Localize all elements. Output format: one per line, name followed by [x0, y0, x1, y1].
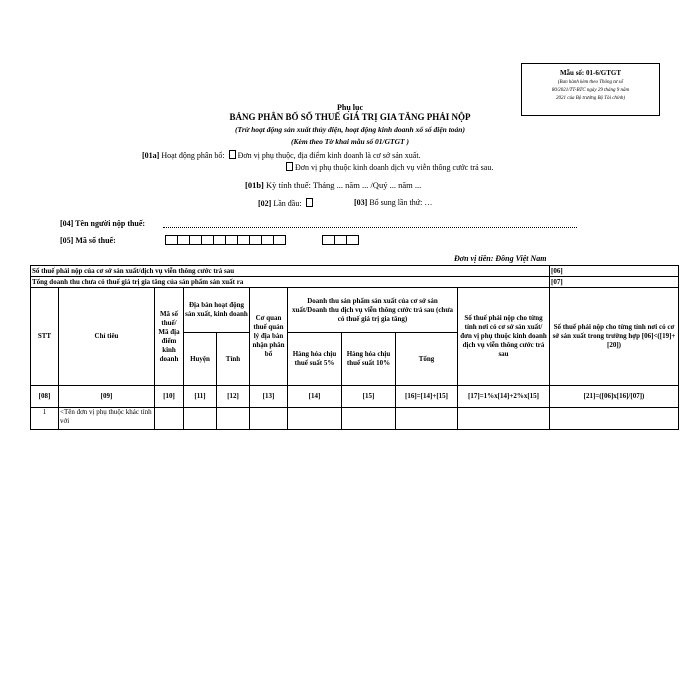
code-cell: [12] [217, 386, 250, 408]
tax-id-label: [05] Mã số thuế: [60, 236, 116, 245]
field-01a-code: [01a] [142, 151, 160, 160]
header-tax-id: Mã số thuế/ Mã địa điểm kinh doanh [155, 288, 184, 386]
code-cell: [13] [250, 386, 288, 408]
field-01a [142, 150, 421, 160]
taxpayer-name-input[interactable] [163, 218, 577, 228]
row-07 [31, 277, 679, 288]
code-cell: [17]=1%x[14]+2%x[15] [458, 386, 550, 408]
taxpayer-name-label: [04] Tên người nộp thuế: [60, 219, 146, 228]
header-total: Tổng [396, 333, 458, 386]
field-01a-label: Hoạt động phân bổ: [159, 151, 225, 160]
tax-period-text: Kỳ tính thuế: Tháng ... năm ... /Quý ... năm ... [263, 180, 422, 190]
row-06 [31, 266, 679, 277]
option-production: Đơn vị phụ thuộc, địa điểm kinh doanh là cơ sở sản xuất. [237, 151, 421, 160]
attachment-note: (Kèm theo Tờ khai mẫu số 01/GTGT ) [291, 137, 409, 146]
table-row [31, 408, 679, 430]
row-07-label: Tổng doanh thu chưa có thuế giá trị gia tăng của sản phẩm sản xuất ra [31, 277, 550, 288]
row-1-stt: 1 [31, 408, 59, 430]
option-telecom: Đơn vị phụ thuộc kinh doanh dịch vụ viễn thông cước trả sau. [295, 163, 494, 172]
appendix-label: Phụ lục [336, 103, 363, 112]
header-goods-10: Hàng hóa chịu thuế suất 10% [342, 333, 396, 386]
code-cell: [10] [155, 386, 184, 408]
form-note: (Ban hành kèm theo Thông tư số 80/2021/TT-BTC ngày 29 tháng 9 năm 2021 của Bộ trưởng Bộ Tài chính) [551, 80, 630, 101]
header-district: Huyện [184, 333, 217, 386]
checkbox-production[interactable] [229, 150, 236, 159]
field-03-code: [03] [354, 198, 368, 207]
page-subtitle: (Trừ hoạt động sản xuất thủy điện, hoạt động kinh doanh xổ số điện toán) [235, 125, 465, 134]
field-01b [245, 180, 421, 190]
field-04 [60, 219, 145, 228]
code-cell: [08] [31, 386, 59, 408]
allocation-table [30, 265, 679, 430]
header-tax-payable-2: Số thuế phải nộp cho từng tỉnh nơi có cơ sở sản xuất trong trường hợp [06]<([19]+[20]) [550, 288, 679, 386]
field-01a-option2 [284, 162, 493, 172]
row-06-code: [06] [550, 266, 679, 277]
header-goods-5: Hàng hóa chịu thuế suất 5% [288, 333, 342, 386]
header-province: Tỉnh [217, 333, 250, 386]
code-cell: [09] [59, 386, 155, 408]
field-03 [354, 198, 432, 207]
table-cell[interactable] [458, 408, 550, 430]
field-05 [60, 236, 116, 245]
page-title: BẢNG PHÂN BỔ SỐ THUẾ GIÁ TRỊ GIA TĂNG PHẢI NỘP [229, 112, 471, 122]
table-cell[interactable] [342, 408, 396, 430]
supplement-label: Bổ sung lần thứ: … [367, 198, 433, 207]
code-cell: [21]=([06]x[16]/[07]) [550, 386, 679, 408]
form-code: Mẫu số: 01-6/GTGT [559, 69, 622, 77]
table-cell[interactable] [550, 408, 679, 430]
header-tax-payable-1: Số thuế phải nộp cho từng tỉnh nơi có cơ sở sản xuất/đơn vị phụ thuộc kinh doanh dịch vụ viễn thông cước trả sau [458, 288, 550, 386]
header-tax-office: Cơ quan thuế quản lý địa bàn nhận phân bổ [250, 288, 288, 386]
header-row-1 [31, 288, 679, 333]
table-cell[interactable] [396, 408, 458, 430]
checkbox-telecom[interactable] [286, 162, 293, 171]
row-07-code: [07] [550, 277, 679, 288]
table-cell[interactable] [155, 408, 184, 430]
field-02-code: [02] [258, 199, 272, 208]
header-stt: STT [31, 288, 59, 386]
checkbox-first-time[interactable] [306, 198, 313, 207]
header-revenue: Doanh thu sản phẩm sản xuất của cơ sở sản xuất/Doanh thu dịch vụ viễn thông cước trả sau (chưa có thuế giá trị gia tăng) [288, 288, 458, 333]
table-cell[interactable] [288, 408, 342, 430]
table-cell[interactable] [184, 408, 217, 430]
code-cell: [16]=[14]+[15] [396, 386, 458, 408]
tax-id-boxes[interactable] [165, 235, 285, 245]
row-1-name[interactable]: <Tên đơn vị phụ thuộc khác tỉnh với [59, 408, 155, 430]
code-row [31, 386, 679, 408]
header-area: Địa bàn hoạt động sản xuất, kinh doanh [184, 288, 250, 333]
tax-id-suffix-boxes[interactable] [322, 235, 358, 245]
code-cell: [14] [288, 386, 342, 408]
first-time-label: Lần đầu: [271, 199, 302, 208]
currency-unit: Đơn vị tiền: Đồng Việt Nam [454, 254, 547, 263]
table-cell[interactable] [217, 408, 250, 430]
table-cell[interactable] [250, 408, 288, 430]
field-02 [258, 198, 315, 208]
row-06-label: Số thuế phải nộp của cơ sở sản xuất/dịch vụ viễn thông cước trả sau [31, 266, 550, 277]
code-cell: [11] [184, 386, 217, 408]
code-cell: [15] [342, 386, 396, 408]
header-chi-tieu: Chỉ tiêu [59, 288, 155, 386]
field-01b-code: [01b] [245, 180, 264, 190]
